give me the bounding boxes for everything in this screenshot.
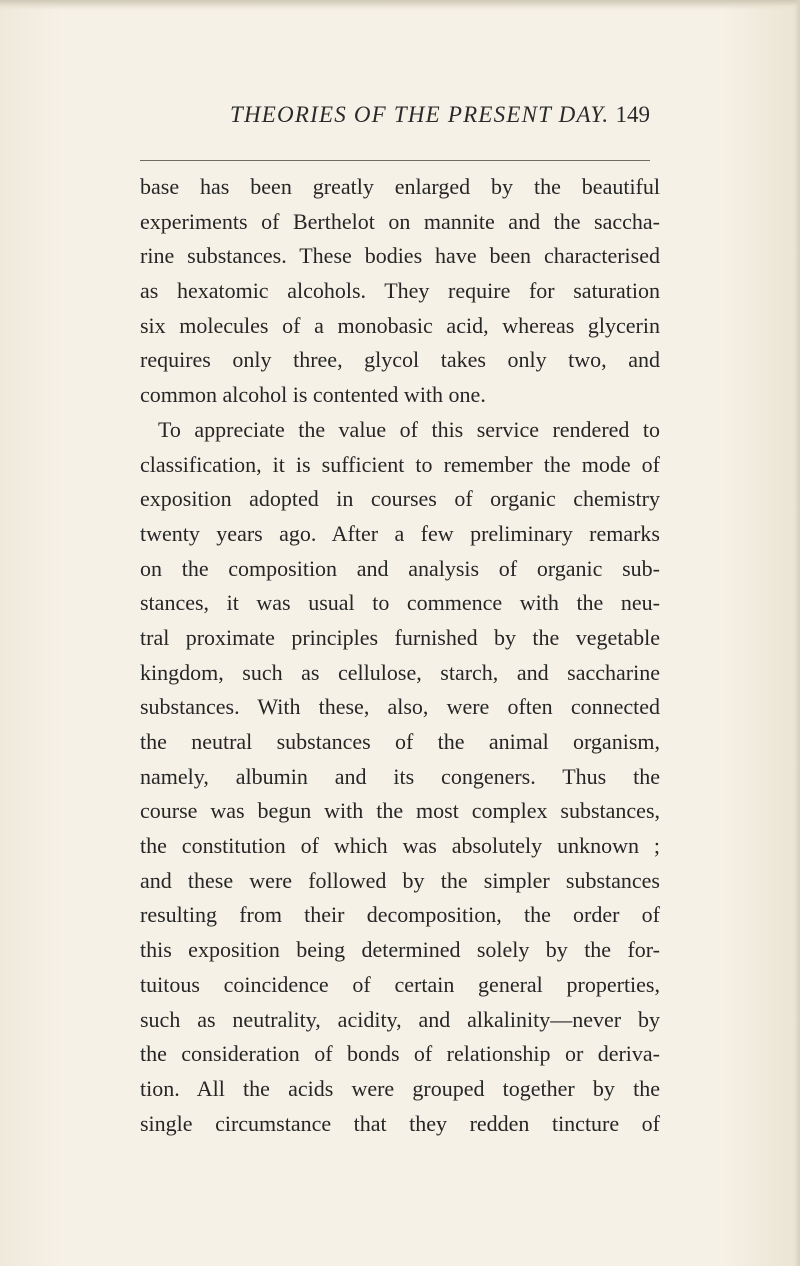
- text-line: namely, albumin and its congeners. Thus the: [140, 763, 660, 789]
- text-line: such as neutrality, acidity, and alkalinity—never by: [140, 1006, 660, 1032]
- text-line: kingdom, such as cellulose, starch, and saccharine: [140, 659, 660, 685]
- text-line: stances, it was usual to commence with the neu-: [140, 590, 660, 616]
- text-line: course was begun with the most complex substances,: [140, 798, 660, 824]
- body-text: [140, 170, 660, 1141]
- text-line: substances. With these, also, were often connected: [140, 694, 660, 720]
- text-line: tuitous coincidence of certain general properties,: [140, 971, 660, 997]
- text-line: rine substances. These bodies have been characterised: [140, 243, 660, 269]
- page-number: 149: [615, 102, 650, 127]
- text-line: single circumstance that they redden tincture of: [140, 1110, 660, 1136]
- page-right-edge: [794, 0, 800, 1266]
- text-line: To appreciate the value of this service rendered to: [158, 416, 660, 442]
- text-line: this exposition being determined solely by the for-: [140, 937, 660, 963]
- running-head-title: THEORIES OF THE PRESENT DAY.: [230, 102, 610, 127]
- text-line: experiments of Berthelot on mannite and the saccha-: [140, 208, 660, 234]
- text-line: six molecules of a monobasic acid, whereas glycerin: [140, 312, 660, 338]
- text-line: exposition adopted in courses of organic chemistry: [140, 486, 660, 512]
- text-line: tral proximate principles furnished by the vegetable: [140, 624, 660, 650]
- text-line: the constitution of which was absolutely unknown ;: [140, 833, 660, 859]
- text-line: tion. All the acids were grouped together by the: [140, 1075, 660, 1101]
- text-line: common alcohol is contented with one.: [140, 382, 486, 408]
- page-top-shadow: [0, 0, 800, 10]
- text-line: the consideration of bonds of relationship or deriva-: [140, 1041, 660, 1067]
- header-rule: [140, 160, 650, 161]
- text-line: as hexatomic alcohols. They require for saturation: [140, 278, 660, 304]
- text-line: requires only three, glycol takes only two, and: [140, 347, 660, 373]
- text-line: the neutral substances of the animal organism,: [140, 729, 660, 754]
- running-head: [230, 96, 650, 136]
- text-line: classification, it is sufficient to remember the mode of: [140, 451, 660, 477]
- text-line: twenty years ago. After a few preliminary remarks: [140, 520, 660, 546]
- text-line: on the composition and analysis of organic sub-: [140, 555, 660, 581]
- text-line: base has been greatly enlarged by the beautiful: [140, 174, 660, 199]
- text-line: and these were followed by the simpler substances: [140, 867, 660, 893]
- text-line: resulting from their decomposition, the order of: [140, 902, 660, 928]
